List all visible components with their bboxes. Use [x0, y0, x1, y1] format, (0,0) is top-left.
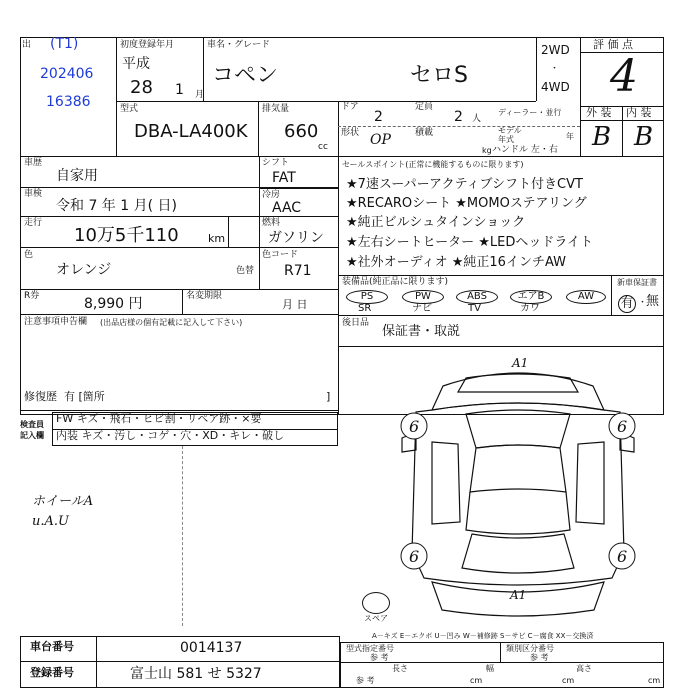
spare-label: スペア [364, 614, 388, 623]
equip-leather: カワ [520, 303, 540, 314]
new-warranty-label: 新車保証書 [617, 278, 657, 287]
height-unit: cm [648, 676, 661, 685]
drive-2wd: 2WD [541, 43, 570, 57]
equip-pw: PW [402, 290, 444, 304]
displacement-label: 排気量 [262, 104, 290, 114]
equip-tv: TV [468, 303, 481, 314]
repair-label: 修復歴 [24, 390, 57, 403]
equip-abs: ABS [456, 290, 498, 304]
fuel-value: ガソリン [268, 230, 324, 246]
handle-label: ハンドル 左・右 [492, 145, 558, 155]
color-change-label: 色替 [236, 266, 255, 276]
length-unit: cm [470, 676, 483, 685]
sales-point-4: ★左右シートヒーター ★LEDヘッドライト [346, 235, 593, 250]
after-items-label: 後日品 [342, 318, 370, 328]
model-year-label: モデル 年式 [498, 126, 522, 144]
ac-label: 冷房 [262, 190, 281, 200]
sales-point-2: ★RECAROシート ★MOMOステアリング [346, 196, 587, 211]
mileage-label: 走行 [24, 218, 43, 228]
damage-mark-rear: A1 [510, 588, 527, 602]
color-code-label: 色コード [262, 250, 299, 260]
color-label: 色 [24, 250, 34, 260]
warranty-no: 無 [646, 294, 660, 309]
name-change-label: 名変期限 [186, 291, 223, 301]
exterior-label: 外 装 [586, 106, 612, 119]
equip-sr: SR [358, 303, 372, 314]
notes-sublabel: (出品店様の個有記載に記入して下さい) [100, 318, 243, 327]
tire-mark-fr: 6 [617, 417, 628, 436]
ref-label-bottom: 参 考 [356, 676, 375, 685]
chassis-value: 0014137 [180, 640, 243, 656]
car-name: コペン [212, 63, 279, 88]
category-ref: 参 考 [530, 653, 549, 662]
interior-grade: B [634, 122, 654, 152]
width-label: 幅 [486, 664, 494, 673]
displacement-value: 660 [284, 121, 319, 142]
auction-date: 202406 [40, 66, 94, 82]
sales-point-1: ★7速スーパーアクティブシフト付きCVT [346, 177, 583, 192]
fuel-label: 燃料 [262, 218, 281, 228]
capacity-label: 定員 [415, 102, 434, 112]
recycle-value: 8,990 円 [84, 296, 143, 312]
interior-label: 内 装 [626, 106, 652, 119]
height-label: 高さ [576, 664, 592, 673]
inspector-label-2: 記入欄 [20, 431, 44, 440]
exhibit-label: 出 [22, 40, 32, 50]
sales-point-3: ★純正ビルシュタインショック [346, 215, 526, 230]
after-items-value: 保証書・取説 [382, 324, 461, 339]
inspector-fw-line: FW キズ・飛石・ヒビ割・リペア跡・×要 [56, 412, 262, 425]
make-grade-label: 車名・グレード [207, 40, 271, 50]
reg-month: 1 [175, 82, 184, 98]
door-label: ドア [341, 102, 359, 112]
color-value: オレンジ [56, 262, 112, 278]
first-reg-label: 初度登録年月 [120, 40, 175, 50]
plate-label: 登録番号 [30, 666, 74, 679]
year-unit: 年 [566, 132, 574, 141]
width-unit: cm [562, 676, 575, 685]
exterior-grade: B [592, 122, 612, 152]
equip-ps: PS [346, 290, 388, 304]
cc-unit: cc [318, 142, 328, 152]
kg-unit: kg [482, 146, 492, 155]
sales-label: セールスポイント(正常に機能するものに限ります) [342, 160, 524, 169]
capacity-unit: 人 [472, 114, 482, 124]
car-grade: セロS [410, 63, 468, 88]
reg-era: 平成 [122, 56, 150, 72]
recycle-label: R券 [24, 291, 40, 301]
reg-year: 28 [130, 77, 153, 98]
inspector-int-line: 内装 キズ・汚し・コゲ・穴・XD・キレ・破し [56, 429, 285, 442]
name-change-value: 月 日 [282, 298, 308, 311]
equip-aw: AW [566, 290, 606, 304]
inspector-label-1: 検査員 [20, 420, 44, 429]
dealer-label: ディーラー・並行 [498, 108, 562, 117]
warranty-sep: ・ [638, 298, 648, 308]
model-label: 型式 [120, 104, 139, 114]
tire-mark-rr: 6 [617, 547, 628, 566]
plate-value: 富士山 581 せ 5327 [130, 666, 262, 682]
door-count: 2 [374, 109, 383, 125]
shape-value: OP [370, 132, 391, 148]
load-label: 積載 [415, 128, 434, 138]
equip-airbag: エアB [510, 290, 552, 304]
inspector-note-2: u.A.U [32, 514, 69, 529]
chassis-label: 車台番号 [30, 640, 74, 653]
drive-4wd: 4WD [541, 80, 570, 94]
damage-legend: A－キズ E－エクボ U－凹み W－補修跡 S－サビ C－腐食 XX－交換済 [372, 632, 594, 640]
model-spec-ref: 参 考 [370, 653, 389, 662]
equip-navi: ナビ [412, 303, 432, 314]
spare-tire-icon [362, 592, 390, 614]
repair-bracket-end: ] [326, 390, 331, 403]
mileage-value: 10万5千110 [74, 225, 179, 246]
model-spec-label: 型式指定番号 [346, 644, 394, 653]
shape-label: 形状 [341, 128, 360, 138]
lot-number: 16386 [46, 94, 91, 110]
ac-value: AAC [272, 200, 302, 216]
equipment-label: 装備品(純正品に限ります) [342, 277, 449, 287]
inspector-note-1: ホイールA [32, 494, 94, 509]
shift-value: FAT [272, 170, 296, 186]
damage-mark-front: A1 [512, 356, 529, 370]
warranty-yes: 有 [618, 295, 636, 313]
tire-mark-rl: 6 [409, 547, 420, 566]
drive-sep: ・ [550, 64, 560, 74]
inspection-label: 車検 [24, 189, 43, 199]
score-value: 4 [610, 51, 638, 102]
km-unit: km [208, 232, 226, 245]
reg-month-unit: 月 [195, 90, 205, 100]
capacity-value: 2 [454, 109, 463, 125]
sales-point-5: ★社外オーディオ ★純正16インチAW [346, 255, 566, 270]
kind-label: 車歴 [24, 158, 43, 168]
color-code-value: R71 [284, 263, 312, 279]
tire-mark-fl: 6 [409, 417, 420, 436]
model-code: DBA-LA400K [134, 121, 248, 142]
car-damage-diagram [388, 352, 648, 622]
length-label: 長さ [392, 664, 408, 673]
shift-label: シフト [262, 158, 290, 168]
notes-label: 注意事項申告欄 [24, 317, 88, 327]
inspection-value: 令和 7 年 1 月( 日) [56, 198, 177, 214]
kind-value: 自家用 [56, 168, 98, 184]
repair-value: 有 [箇所 [64, 390, 105, 403]
category-label: 類別区分番号 [506, 644, 554, 653]
t1-code: (T1) [50, 36, 79, 52]
score-label: 評 価 点 [593, 38, 633, 51]
